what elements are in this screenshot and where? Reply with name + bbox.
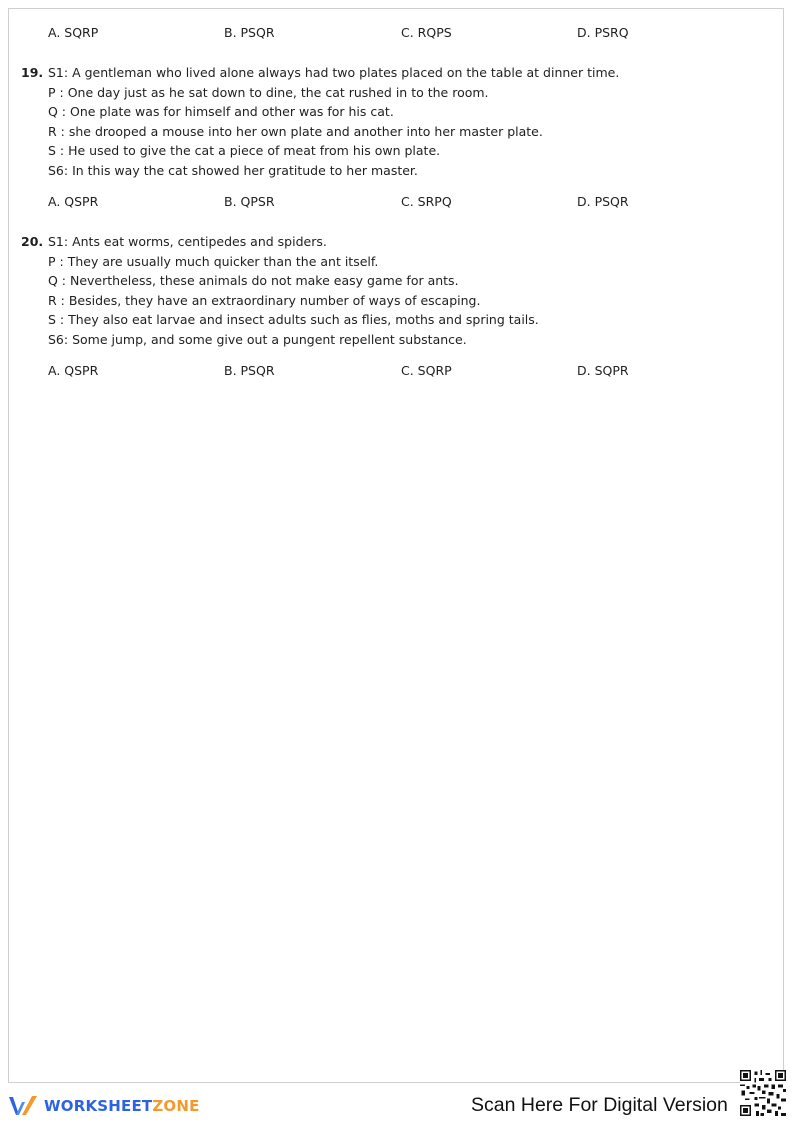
option-a: A. SQRP (48, 25, 99, 40)
sentence-p: P : One day just as he sat down to dine, the cat rushed in to the room. (48, 85, 489, 100)
scan-text: Scan Here For Digital Version (471, 1094, 728, 1116)
question-number: 19. (21, 65, 44, 80)
sentence-p: P : They are usually much quicker than the ant itself. (48, 254, 379, 269)
option-b: B. QPSR (224, 194, 275, 209)
sentence-s6: S6: In this way the cat showed her gratitude to her master. (48, 163, 418, 178)
qr-code-icon[interactable] (740, 1070, 786, 1116)
option-b: B. PSQR (224, 25, 275, 40)
option-c: C. RQPS (401, 25, 452, 40)
sentence-r: R : Besides, they have an extraordinary number of ways of escaping. (48, 293, 481, 308)
brand-part2: ZONE (152, 1097, 200, 1115)
sentence-s: S : They also eat larvae and insect adults such as flies, moths and spring tails. (48, 312, 539, 327)
option-c: C. SQRP (401, 363, 452, 378)
sentence-s1: S1: A gentleman who lived alone always had two plates placed on the table at dinner time. (48, 65, 620, 80)
option-d: D. PSRQ (577, 25, 629, 40)
option-d: D. PSQR (577, 194, 629, 209)
sentence-q: Q : One plate was for himself and other was for his cat. (48, 104, 394, 119)
brand-part1: WORKSHEET (44, 1097, 153, 1115)
option-a: A. QSPR (48, 194, 99, 209)
brand-name (44, 1097, 200, 1115)
sentence-q: Q : Nevertheless, these animals do not make easy game for ants. (48, 273, 459, 288)
sentence-s6: S6: Some jump, and some give out a pungent repellent substance. (48, 332, 467, 347)
worksheetzone-logo-icon (8, 1094, 42, 1118)
option-c: C. SRPQ (401, 194, 452, 209)
option-a: A. QSPR (48, 363, 99, 378)
option-b: B. PSQR (224, 363, 275, 378)
options-row-20 (0, 363, 793, 383)
options-row-prev (0, 25, 793, 45)
worksheetzone-logo[interactable] (8, 1094, 200, 1118)
sentence-s: S : He used to give the cat a piece of meat from his own plate. (48, 143, 441, 158)
sentence-s1: S1: Ants eat worms, centipedes and spiders. (48, 234, 327, 249)
option-d: D. SQPR (577, 363, 629, 378)
options-row-19 (0, 194, 793, 214)
question-number: 20. (21, 234, 44, 249)
sentence-r: R : she drooped a mouse into her own plate and another into her master plate. (48, 124, 543, 139)
